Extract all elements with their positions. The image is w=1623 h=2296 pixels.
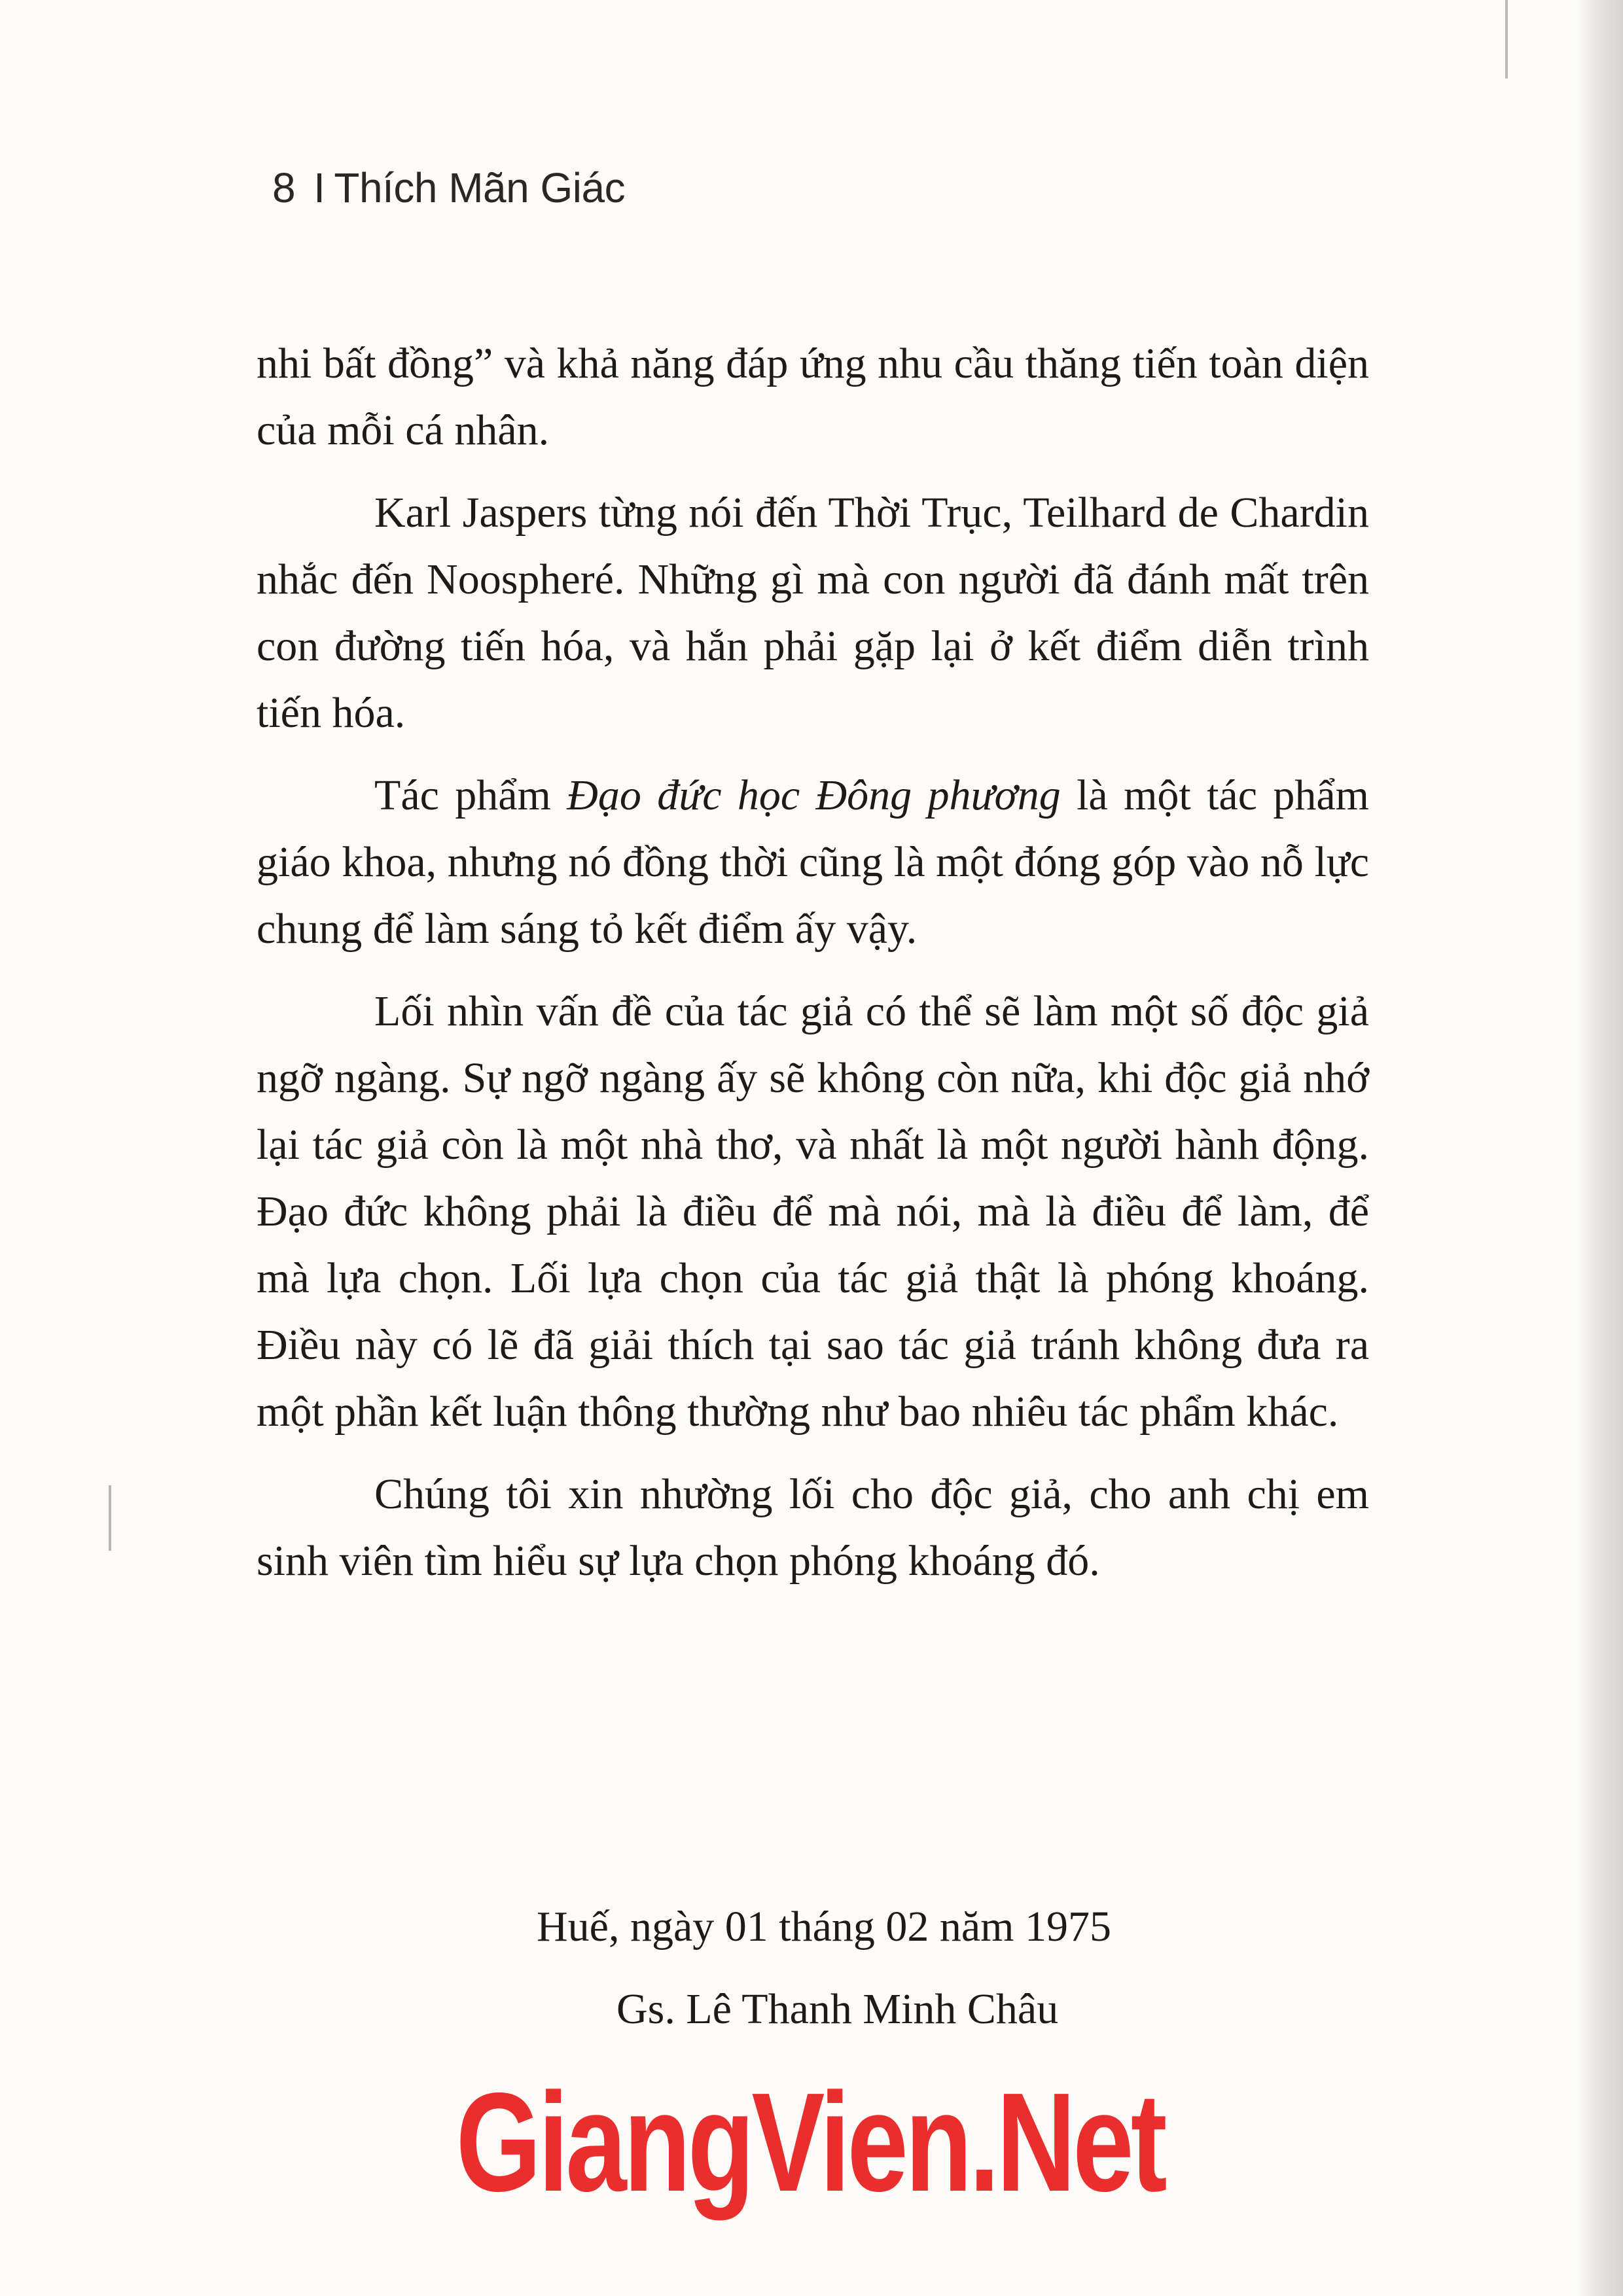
paragraph-text: Tác phẩm: [374, 771, 567, 819]
body-text: [257, 330, 1369, 1610]
book-title: Đạo đức học Đông phương: [567, 771, 1061, 819]
paragraph-closing: Chúng tôi xin nhường lối cho độc giả, cho anh chị em sinh viên tìm hiểu sự lựa chọn phóng khoáng đó.: [257, 1470, 1369, 1585]
page-number: 8: [272, 164, 296, 211]
watermark: GiangVien.Net: [455, 2063, 1164, 2221]
binding-mark: [1505, 0, 1508, 79]
place-date: Huế, ngày 01 tháng 02 năm 1975: [537, 1903, 1112, 1951]
page-binding-shadow: [1577, 0, 1623, 2296]
paragraph-continuation: nhi bất đồng” và khả năng đáp ứng nhu cầu thăng tiến toàn diện của mỗi cá nhân.: [257, 340, 1369, 454]
signature: Gs. Lê Thanh Minh Châu: [616, 1985, 1059, 2033]
header-author: Thích Mãn Giác: [334, 164, 626, 211]
header-separator: I: [313, 164, 325, 211]
paragraph-text: là một tác phẩm giáo khoa, nhưng nó đồng thời cũng là một đóng góp vào nỗ lực chung để làm sáng tỏ kết điểm ấy vậy.: [257, 771, 1369, 953]
paragraph-jaspers: Karl Jaspers từng nói đến Thời Trục, Teilhard de Chardin nhắc đến Noospheré. Những gì mà con người đã đánh mất trên con đường tiến hóa, và hắn phải gặp lại ở kết điểm diễn trình tiến hóa.: [257, 489, 1369, 737]
running-header: [272, 164, 625, 212]
edge-mark: [109, 1485, 111, 1551]
paragraph-book-title: [257, 762, 1369, 963]
paragraph-author-view: Lối nhìn vấn đề của tác giả có thể sẽ làm một số độc giả ngỡ ngàng. Sự ngỡ ngàng ấy sẽ không còn nữa, khi độc giả nhớ lại tác giả còn là một nhà thơ, và nhất là một người hành động. Đạo đức không phải là điều để mà nói, mà là điều để làm, để mà lựa chọn. Lối lựa chọn của tác giả thật là phóng khoáng. Điều này có lẽ đã giải thích tại sao tác giả tránh không đưa ra một phần kết luận thông thường như bao nhiêu tác phẩm khác.: [257, 987, 1369, 1436]
